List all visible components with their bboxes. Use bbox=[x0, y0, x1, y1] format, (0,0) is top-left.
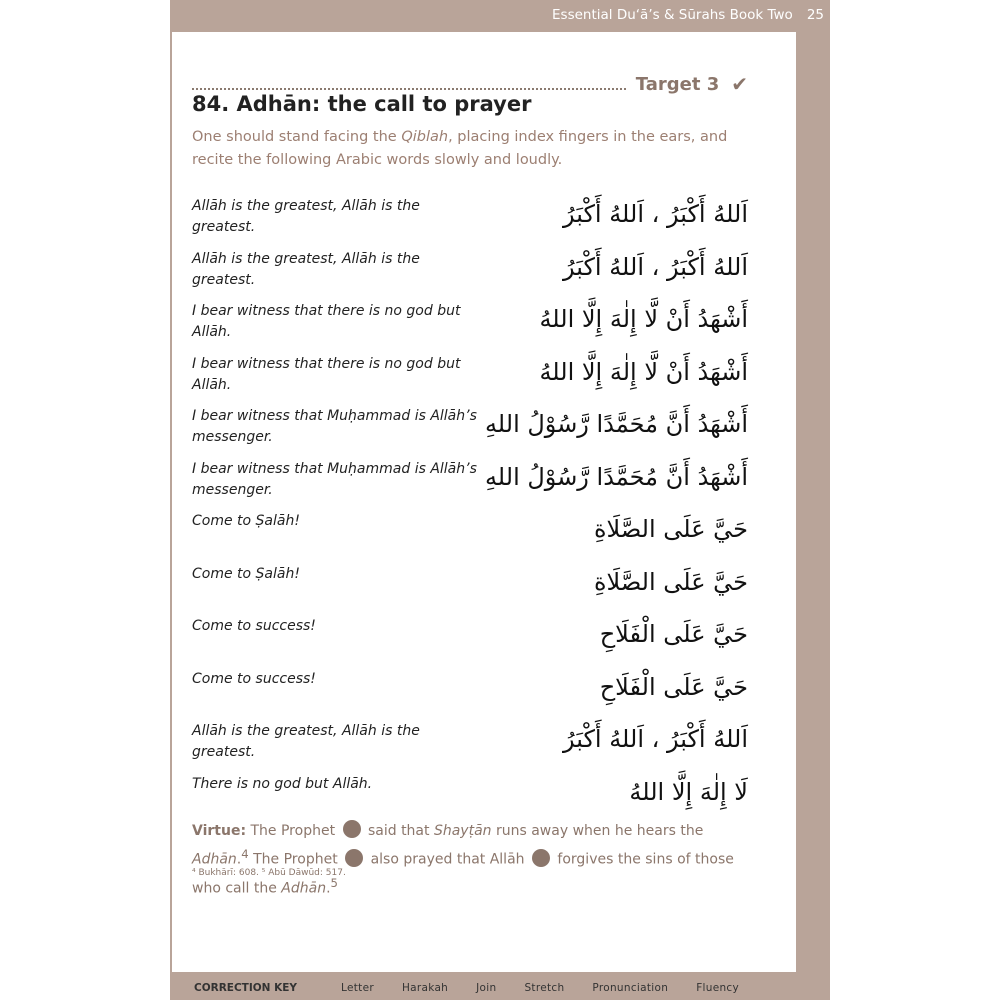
adhan-row bbox=[192, 768, 752, 821]
english-line: Come to success! bbox=[192, 670, 316, 687]
english-line: I bear witness that Muḥammad is Allāh’s messenger. bbox=[192, 408, 477, 445]
virtue-text: said that bbox=[363, 823, 434, 839]
arabic-line: حَيَّ عَلَى الْفَلَاحِ bbox=[599, 672, 748, 701]
arabic-line: حَيَّ عَلَى الْفَلَاحِ bbox=[599, 620, 748, 648]
english-line: There is no god but Allāh. bbox=[192, 775, 373, 792]
adhan-row bbox=[192, 610, 752, 663]
salutation-icon bbox=[345, 849, 363, 867]
section-title: 84. Adhān: the call to prayer bbox=[192, 92, 532, 116]
arabic-line: اَللهُ أَكْبَرُ ، اَللهُ أَكْبَرُ bbox=[562, 200, 748, 228]
check-icon: ✔ bbox=[731, 72, 748, 96]
intro-part1: One should stand facing the bbox=[192, 129, 402, 145]
correction-key-item: Fluency bbox=[696, 982, 740, 994]
footnote-ref: 5 bbox=[330, 875, 338, 890]
english-line: Come to Ṣalāh! bbox=[192, 513, 300, 529]
adhan-row bbox=[192, 505, 752, 558]
header-bar bbox=[170, 0, 830, 30]
glorification-icon bbox=[532, 849, 550, 867]
english-line: I bear witness that there is no god but Allāh. bbox=[192, 355, 461, 393]
footnotes: ⁴ Bukhārī: 608. ⁵ Abū Dāwūd: 517. bbox=[192, 868, 346, 878]
virtue-adhan: Adhān bbox=[281, 880, 327, 897]
adhan-row bbox=[192, 400, 752, 453]
correction-key-item: Join bbox=[476, 982, 497, 994]
correction-key-item: Stretch bbox=[524, 982, 565, 994]
adhan-row bbox=[192, 190, 752, 243]
virtue-text: The Prophet bbox=[248, 851, 343, 868]
adhan-row bbox=[192, 348, 752, 401]
english-line: Come to success! bbox=[192, 618, 316, 634]
correction-key-item: Letter bbox=[341, 982, 374, 994]
adhan-row bbox=[192, 715, 752, 768]
correction-key-bar bbox=[170, 976, 830, 1000]
virtue-shaytan: Shayṭān bbox=[433, 823, 492, 839]
adhan-row bbox=[192, 663, 752, 716]
english-line: Allāh is the greatest, Allāh is the greatest. bbox=[192, 198, 420, 235]
intro-qiblah: Qiblah bbox=[401, 129, 449, 145]
virtue-paragraph: Virtue: The Prophet said that Shayṭān runs away when he hears the Adhān.$^4$ The Prophet also prayed that Allāh forgives the sins of those who call the Adhān.$^5$ bbox=[192, 820, 752, 900]
virtue-label: Virtue: bbox=[192, 823, 247, 839]
english-line: Come to Ṣalāh! bbox=[192, 565, 300, 582]
virtue-text: also prayed that Allāh bbox=[366, 851, 529, 868]
english-line: I bear witness that Muḥammad is Allāh’s messenger. bbox=[192, 460, 477, 498]
virtue-adhan: Adhān bbox=[192, 851, 237, 868]
correction-key-item: Pronunciation bbox=[592, 982, 669, 994]
book-title: Essential Du‘ā’s & Sūrahs Book Two bbox=[552, 7, 793, 23]
virtue-text: The Prophet bbox=[246, 823, 340, 839]
english-line: I bear witness that there is no god but Allāh. bbox=[192, 303, 461, 340]
correction-key-item: Harakah bbox=[401, 982, 449, 994]
arabic-line: حَيَّ عَلَى الصَّلَاةِ bbox=[593, 515, 748, 543]
footnote-ref: 4 bbox=[241, 847, 249, 861]
intro-part2: , placing index fingers in the ears, and recite the following Arabic words slowly and loudly. bbox=[192, 129, 728, 168]
adhan-rows bbox=[192, 190, 752, 820]
virtue-text: forgives the sins of those who call the bbox=[192, 851, 734, 897]
english-line: Allāh is the greatest, Allāh is the greatest. bbox=[192, 250, 420, 288]
adhan-row bbox=[192, 243, 752, 296]
arabic-line: لَا إِلٰهَ إِلَّا اللهُ bbox=[629, 777, 748, 806]
page-content bbox=[172, 32, 796, 972]
virtue-text: runs away when he hears the bbox=[491, 823, 704, 839]
salutation-icon bbox=[343, 820, 361, 838]
arabic-line: حَيَّ عَلَى الصَّلَاةِ bbox=[593, 567, 748, 596]
arabic-line: أَشْهَدُ أَنْ لَّا إِلٰهَ إِلَّا اللهُ bbox=[539, 357, 748, 386]
adhan-row bbox=[192, 558, 752, 611]
english-line: Allāh is the greatest, Allāh is the greatest. bbox=[192, 723, 420, 760]
arabic-line: أَشْهَدُ أَنَّ مُحَمَّدًا رَّسُوْلُ اللهِ bbox=[484, 410, 748, 438]
adhan-row bbox=[192, 453, 752, 506]
target-label: Target 3 bbox=[635, 73, 720, 95]
arabic-line: أَشْهَدُ أَنَّ مُحَمَّدًا رَّسُوْلُ اللهِ bbox=[484, 462, 748, 491]
arabic-line: أَشْهَدُ أَنْ لَّا إِلٰهَ إِلَّا اللهُ bbox=[539, 305, 748, 333]
dotted-divider bbox=[192, 78, 626, 90]
correction-key-title: CORRECTION KEY bbox=[194, 982, 298, 994]
intro-text bbox=[192, 126, 752, 172]
adhan-row bbox=[192, 295, 752, 348]
arabic-line: اَللهُ أَكْبَرُ ، اَللهُ أَكْبَرُ bbox=[562, 725, 748, 753]
page-number: 25 bbox=[806, 7, 824, 23]
arabic-line: اَللهُ أَكْبَرُ ، اَللهُ أَكْبَرُ bbox=[562, 252, 748, 281]
